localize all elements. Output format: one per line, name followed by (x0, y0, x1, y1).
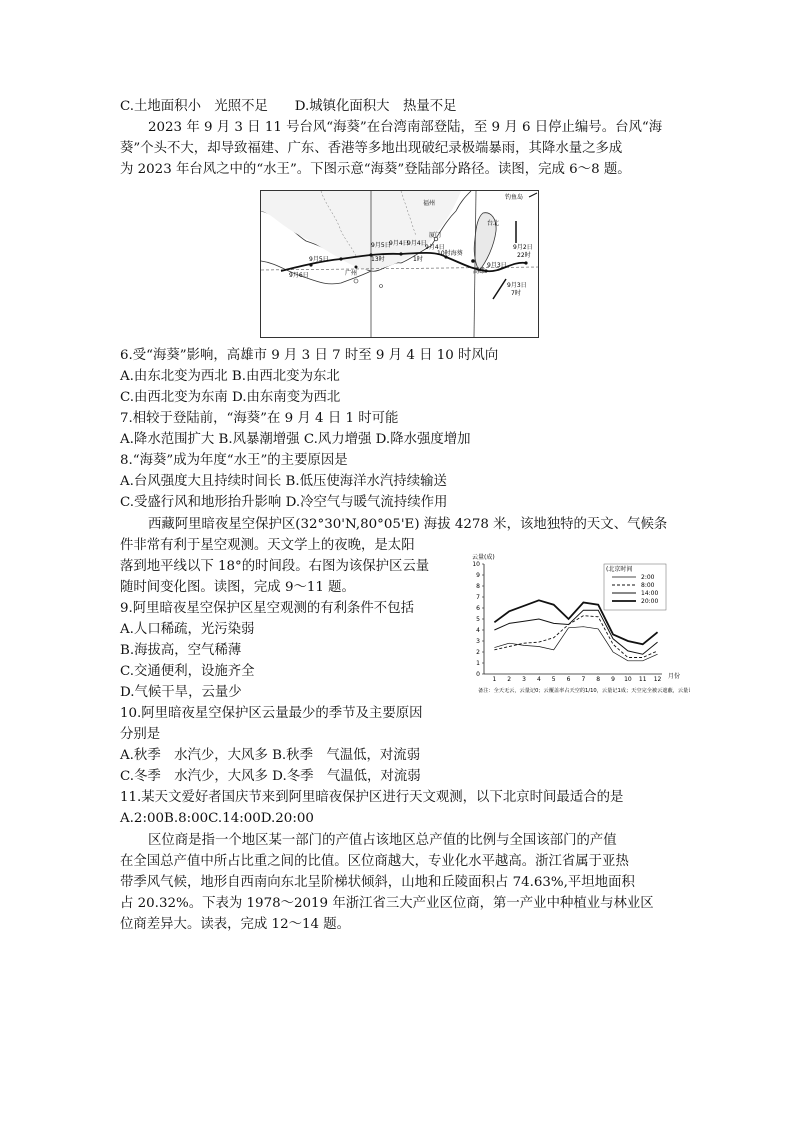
x-tick-label: 12 (653, 676, 662, 683)
y-tick-label: 0 (476, 671, 480, 678)
x-tick-label: 11 (638, 676, 647, 683)
cloud-cover-chart (466, 552, 690, 712)
paragraph-typhoon-line3: 为 2023 年台风之中的“水王”。下图示意“海葵”登陆部分路径。读图，完成 6～8 题。 (120, 162, 631, 177)
series-line-0 (494, 627, 657, 661)
y-tick-label: 10 (472, 561, 480, 568)
legend-label-1: 8:00 (641, 582, 655, 589)
y-tick-label: 7 (476, 594, 480, 601)
label-xiamen: 厦门 (429, 232, 442, 239)
question-8-options-ab: A.台风强度大且持续时间长 B.低压使海洋水汽持续输送 (120, 474, 447, 489)
label-date-sep3a: 9月3日 (487, 262, 507, 269)
paragraph-quotient-line5: 位商差异大。读表，完成 12～14 题。 (120, 917, 351, 932)
question-8-stem: 8.“海葵”成为年度“水王”的主要原因是 (120, 453, 348, 468)
cloud-cover-chart-svg (466, 552, 690, 712)
x-tick-label: 9 (611, 676, 615, 683)
y-tick-label: 4 (476, 627, 480, 634)
label-gaoxiong: 高雄 (473, 268, 486, 275)
x-tick-label: 3 (522, 676, 526, 683)
paragraph-ali-line4: 随时间变化图。读图，完成 9～11 题。 (120, 580, 355, 595)
question-10-options-cd: C.冬季 水汽少，大风多 D.冬季 气温低，对流弱 (120, 769, 421, 784)
y-tick-label: 6 (476, 605, 480, 612)
label-10h-haikui: 10时海葵 (437, 250, 463, 257)
paragraph-ali-line2: 件非常有利于星空观测。天文学上的夜晚，是太阳 (120, 538, 415, 553)
question-7-stem: 7.相较于登陆前，“海葵”在 9 月 4 日 1 时可能 (120, 411, 399, 426)
label-1h: 1时 (413, 256, 423, 263)
legend-label-3: 20:00 (641, 598, 659, 605)
question-6-options-ab: A.由东北变为西北 B.由西北变为东北 (120, 369, 340, 384)
x-tick-label: 4 (536, 676, 541, 683)
label-diaoyu: 钓鱼岛 (505, 194, 524, 201)
label-date-sep5a: 9月5日 (309, 256, 329, 263)
y-tick-label: 2 (476, 649, 480, 656)
x-tick-label: 2 (507, 676, 512, 683)
paragraph-quotient-line1: 区位商是指一个地区某一部门的产值占该地区总产值的比例与全国该部门的产值 (148, 833, 617, 848)
label-taibei: 台北 (487, 220, 500, 227)
option-line-cd: C.土地面积小 光照不足 D.城镇化面积大 热量不足 (120, 99, 457, 114)
chart-ylabel: 云量(成) (472, 554, 495, 561)
paragraph-ali-line3: 落到地平线以下 18°的时间段。右图为该保护区云量 (120, 559, 430, 574)
label-date-sep4a: 9月4日 (389, 240, 409, 247)
question-9-option-b: B.海拔高，空气稀薄 (120, 643, 242, 658)
label-fuzhou: 福州 (423, 200, 436, 207)
x-tick-label: 8 (596, 676, 601, 683)
label-13h: 13时 (371, 256, 385, 263)
y-tick-label: 3 (476, 638, 480, 645)
typhoon-path-map (260, 190, 539, 338)
x-tick-label: 5 (551, 676, 556, 683)
question-10-stem-line1: 10.阿里暗夜星空保护区云量最少的季节及主要原因 (120, 706, 423, 721)
series-line-2 (494, 610, 657, 654)
question-7-options: A.降水范围扩大 B.风暴潮增强 C.风力增强 D.降水强度增加 (120, 432, 471, 447)
paragraph-typhoon-line1: 2023 年 9 月 3 日 11 号台风“海葵”在台湾南部登陆，至 9 月 6 日停止编号。台风“海 (148, 120, 663, 135)
question-9-option-a: A.人口稀疏，光污染弱 (120, 622, 255, 637)
y-tick-label: 8 (476, 583, 480, 590)
question-10-stem-line2: 分别是 (120, 727, 161, 742)
paragraph-quotient-line2: 在全国总产值中所占比重之间的比值。区位商越大，专业化水平越高。浙江省属于亚热 (120, 854, 629, 869)
label-7h: 7时 (511, 290, 521, 297)
y-tick-label: 1 (476, 660, 480, 667)
question-9-option-c: C.交通便利，设施齐全 (120, 664, 255, 679)
y-tick-label: 9 (476, 572, 480, 579)
y-tick-label: 5 (476, 616, 480, 623)
chart-x-unit: 月份 (668, 673, 681, 680)
x-tick-label: 10 (624, 676, 632, 683)
label-date-sep4c: 9月4日 (425, 244, 445, 251)
paragraph-quotient-line4: 占 20.32%。下表为 1978～2019 年浙江省三大产业区位商，第一产业中种植业与林业区 (120, 896, 654, 911)
label-guangzhou: 广州 (345, 270, 358, 277)
paragraph-quotient-line3: 带季风气候，地形自西南向东北呈阶梯状倾斜，山地和丘陵面积占 74.63%,平坦地面积 (120, 875, 635, 890)
paragraph-typhoon-line2: 葵”个头不大，却导致福建、广东、香港等多地出现破纪录极端暴雨，其降水量之多成 (120, 141, 623, 156)
label-22h: 22时 (517, 252, 531, 259)
x-tick-label: 7 (581, 676, 586, 683)
chart-note: 备注：全天无云，云量记0；云覆盖率占天空的1/10，云量记1成；天空完全被云遮蔽，云量记10成。 (478, 688, 690, 694)
x-tick-label: 1 (492, 676, 497, 683)
question-9-option-d: D.气候干旱，云量少 (120, 685, 242, 700)
legend-label-0: 2:00 (641, 574, 655, 581)
label-date-sep2: 9月2日 (513, 244, 533, 251)
question-6-stem: 6.受“海葵”影响，高雄市 9 月 3 日 7 时至 9 月 4 日 10 时风向 (120, 348, 499, 363)
question-10-options-ab: A.秋季 水汽少，大风多 B.秋季 气温低，对流弱 (120, 748, 421, 763)
question-11-stem: 11.某天文爱好者国庆节来到阿里暗夜保护区进行天文观测，以下北京时间最适合的是 (120, 790, 624, 805)
question-9-stem: 9.阿里暗夜星空保护区星空观测的有利条件不包括 (120, 601, 414, 616)
label-date-sep6: 9月6日 (289, 272, 309, 279)
label-date-sep4b: 9月4日 (407, 240, 427, 247)
question-6-options-cd: C.由西北变为东南 D.由东南变为西北 (120, 390, 341, 405)
question-8-options-cd: C.受盛行风和地形抬升影响 D.冷空气与暖气流持续作用 (120, 495, 448, 510)
label-date-sep3b: 9月3日 (507, 282, 527, 289)
label-date-sep5b: 9月5日 (371, 242, 391, 249)
question-11-options: A.2:00B.8:00C.14:00D.20:00 (120, 811, 314, 826)
paragraph-ali-line1: 西藏阿里暗夜星空保护区(32°30'N,80°05'E) 海拔 4278 米，该地独特的天文、气候条 (148, 517, 668, 532)
legend-label-2: 14:00 (641, 590, 659, 597)
x-tick-label: 6 (566, 676, 571, 683)
legend-title: (北京时间 (606, 566, 633, 573)
